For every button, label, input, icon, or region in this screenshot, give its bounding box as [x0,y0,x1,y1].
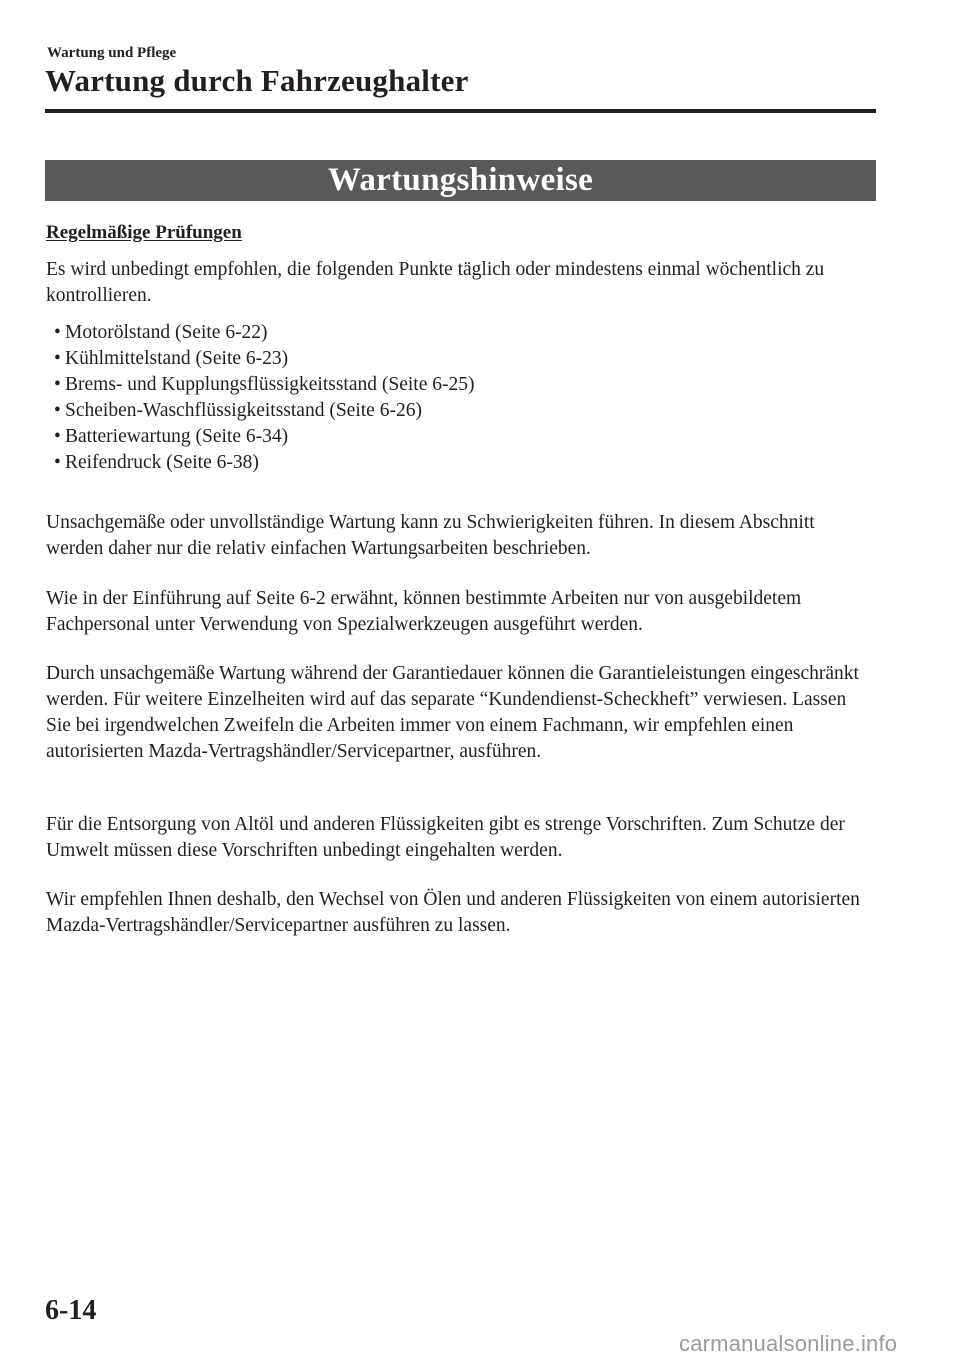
subheading: Regelmäßige Prüfungen [46,222,242,243]
bullet-icon: • [54,322,61,343]
section-label: Wartung und Pflege [47,45,177,61]
list-item-label: Motorölstand (Seite 6-22) [65,322,268,343]
body-paragraph: Durch unsachgemäße Wartung während der Garantiedauer können die Garantieleistungen eingeschränkt werden. Für weitere Einzelheiten wird auf das separate “Kundendienst-Scheckheft” verwiesen. Lassen Sie bei irgendwelchen Zweifeln die Arbeiten immer von einem Fachmann, wir empfehlen einen autorisierten Mazda-Vertragshändler/Servicepartner, ausführen. [46,663,859,762]
bullet-icon: • [54,426,61,447]
list-item [54,450,474,476]
body-paragraph: Wie in der Einführung auf Seite 6-2 erwähnt, können bestimmte Arbeiten nur von ausgebildetem Fachpersonal unter Verwendung von Spezialwerkzeugen ausgeführt werden. [46,588,802,635]
bullet-icon: • [54,348,61,369]
bullet-icon: • [54,400,61,421]
watermark: carmanualsonline.info [679,1331,898,1356]
intro-paragraph: Es wird unbedingt empfohlen, die folgenden Punkte täglich oder mindestens einmal wöchentlich zu kontrollieren. [46,259,825,306]
bullet-icon: • [54,374,61,395]
list-item [54,424,474,450]
list-item [54,346,474,372]
page-number: 6-14 [45,1295,97,1326]
list-item [54,372,474,398]
check-list [54,320,474,476]
list-item-label: Brems- und Kupplungsflüssigkeitsstand (Seite 6-25) [65,374,475,395]
list-item-label: Scheiben-Waschflüssigkeitsstand (Seite 6-26) [65,400,422,421]
chapter-title: Wartung durch Fahrzeughalter [45,63,469,98]
list-item-label: Batteriewartung (Seite 6-34) [65,426,289,447]
body-paragraph: Wir empfehlen Ihnen deshalb, den Wechsel von Ölen und anderen Flüssigkeiten von einem autorisierten Mazda-Vertragshändler/Servicepartner ausführen zu lassen. [46,889,860,936]
section-banner: Wartungshinweise [45,160,876,201]
list-item [54,320,474,346]
list-item [54,398,474,424]
list-item-label: Kühlmittelstand (Seite 6-23) [65,348,289,369]
body-paragraph: Unsachgemäße oder unvollständige Wartung kann zu Schwierigkeiten führen. In diesem Abschnitt werden daher nur die relativ einfachen Wartungsarbeiten beschrieben. [46,512,815,559]
list-item-label: Reifendruck (Seite 6-38) [65,452,259,473]
bullet-icon: • [54,452,61,473]
body-paragraph: Für die Entsorgung von Altöl und anderen Flüssigkeiten gibt es strenge Vorschriften. Zum Schutze der Umwelt müssen diese Vorschriften unbedingt eingehalten werden. [46,814,845,861]
title-divider [45,109,876,113]
